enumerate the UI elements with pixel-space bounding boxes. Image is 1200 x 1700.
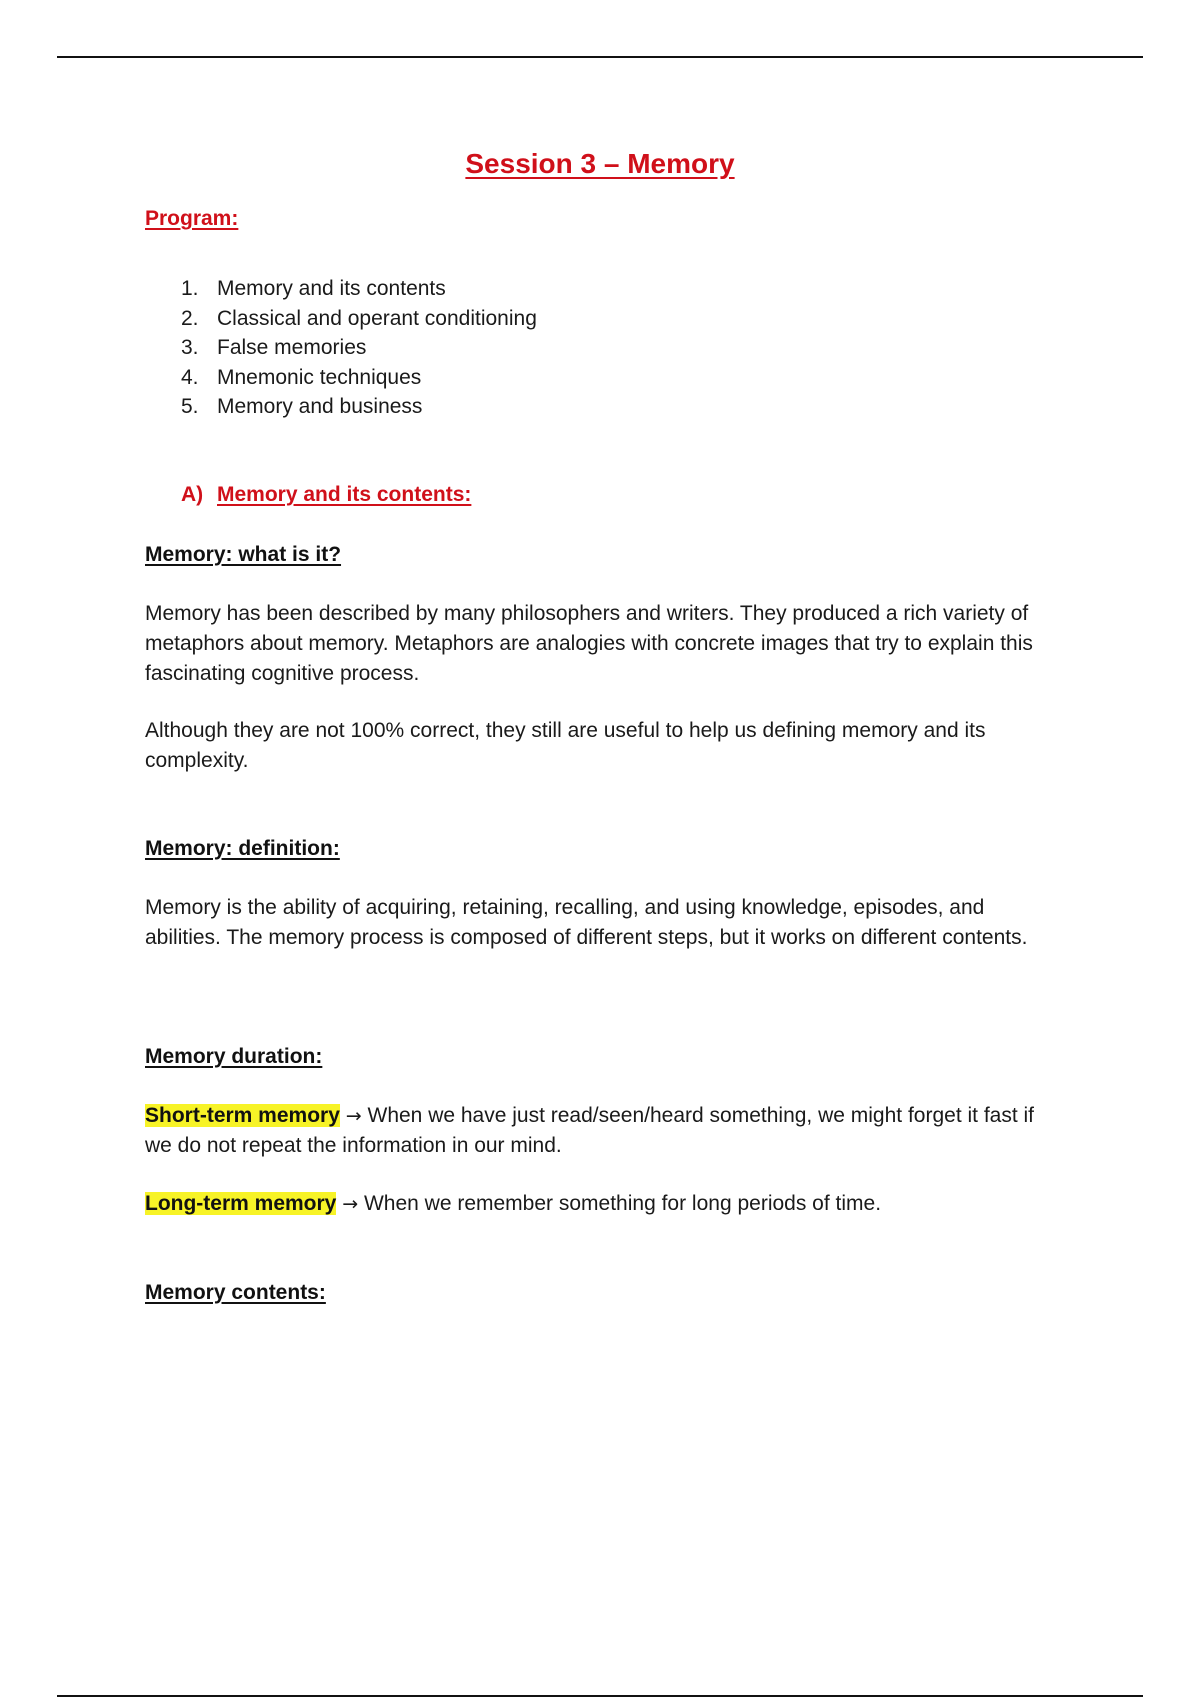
program-list <box>181 274 537 422</box>
section-title: Memory and its contents: <box>217 483 472 506</box>
document-title: Session 3 – Memory <box>465 148 735 179</box>
list-item <box>181 274 537 304</box>
list-number: 5. <box>181 395 199 418</box>
footer-rule <box>57 1695 1143 1697</box>
what-is-it-heading: Memory: what is it? <box>145 543 342 566</box>
list-item-text: Mnemonic techniques <box>217 365 422 389</box>
list-item-text: Classical and operant conditioning <box>217 306 537 330</box>
short-term-highlight: Short-term memory <box>145 1104 340 1127</box>
arrow-right-icon: → <box>342 1193 359 1215</box>
list-item-text: Memory and business <box>217 395 423 418</box>
what-is-it-paragraph-2: Although they are not 100% correct, they still are useful to help us defining memory and its complexity. <box>145 719 986 772</box>
header-rule <box>57 56 1143 58</box>
list-number: 1. <box>181 277 199 300</box>
definition-paragraph: Memory is the ability of acquiring, retaining, recalling, and using knowledge, episodes, and abilities. The memory process is composed of different steps, but it works on different contents. <box>145 896 1028 949</box>
list-number: 2. <box>181 306 199 330</box>
list-item-text: Memory and its contents <box>217 277 446 300</box>
section-letter: A) <box>181 483 204 506</box>
contents-heading: Memory contents: <box>145 1281 326 1304</box>
list-item <box>181 304 537 334</box>
long-term-paragraph <box>145 1189 1065 1219</box>
arrow-right-icon: → <box>345 1105 362 1127</box>
list-number: 4. <box>181 365 199 389</box>
list-number: 3. <box>181 336 199 359</box>
list-item-text: False memories <box>217 336 367 359</box>
list-item <box>181 363 537 393</box>
duration-heading: Memory duration: <box>145 1045 323 1068</box>
program-heading: Program: <box>145 207 239 230</box>
section-a-heading <box>181 480 471 510</box>
short-term-paragraph <box>145 1101 1065 1161</box>
list-item <box>181 392 537 422</box>
what-is-it-paragraph-1: Memory has been described by many philosophers and writers. They produced a rich variety of metaphors about memory. Metaphors are analogies with concrete images that try to explain this fascinating cognitive process. <box>145 602 1033 685</box>
long-term-highlight: Long-term memory <box>145 1192 337 1215</box>
short-term-text: When we have just read/seen/heard something, we might forget it fast if we do not repeat the information in our mind. <box>145 1104 1035 1157</box>
list-item <box>181 333 537 363</box>
long-term-text: When we remember something for long periods of time. <box>363 1192 882 1215</box>
definition-heading: Memory: definition: <box>145 837 340 860</box>
